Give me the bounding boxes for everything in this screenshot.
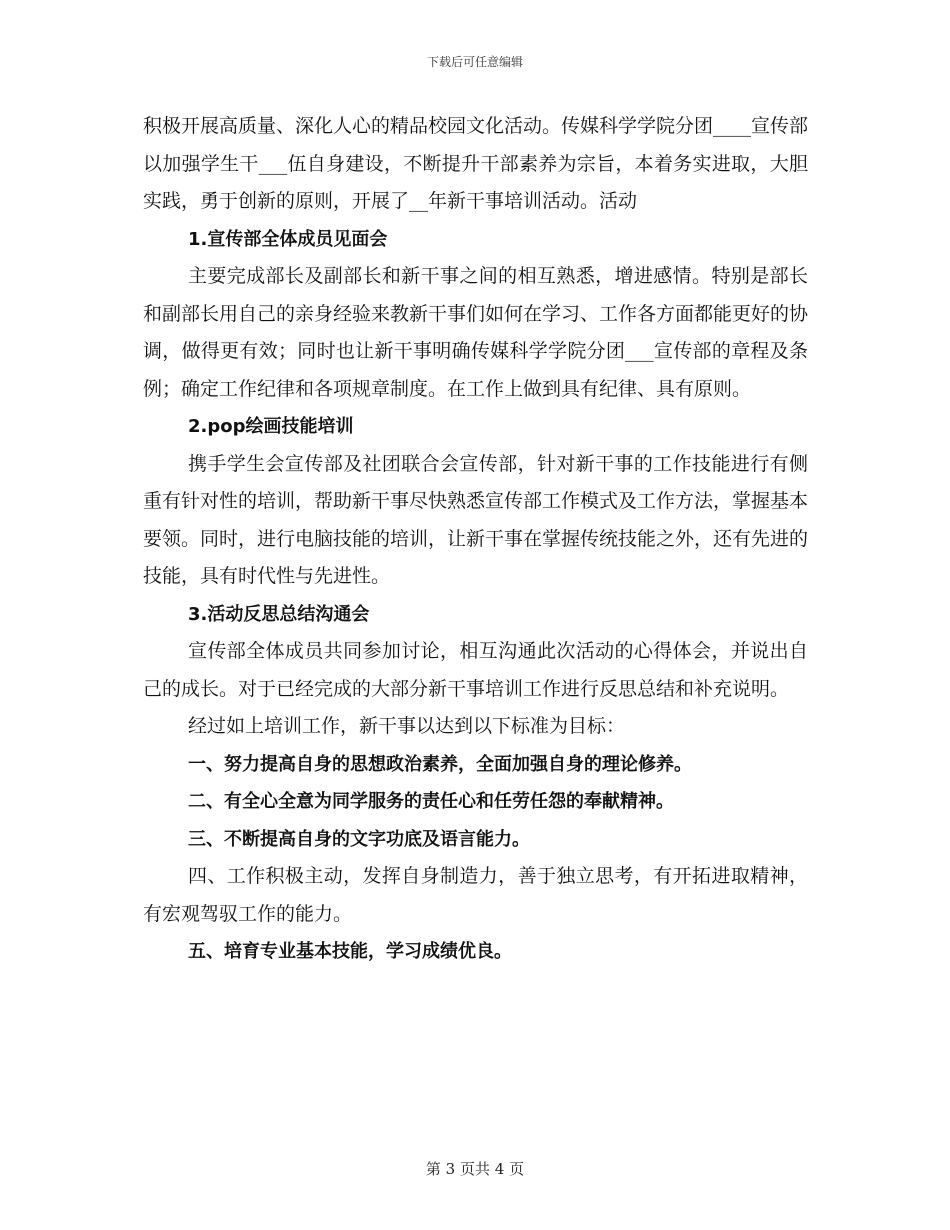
goals-intro: 经过如上培训工作，新干事以达到以下标准为目标： (188, 715, 626, 737)
intro-paragraph: 积极开展高质量、深化人心的精品校园文化活动。传媒科学学院分团____宣传部以加强学生干___伍自身建设，不断提升干部素养为宗旨，本着务实进取，大胆实践，勇于创新的原则，开展了__年新干事培训活动。活动 (143, 115, 809, 212)
page-footer: 第 3 页共 4 页 (425, 1160, 525, 1178)
goal-item-4: 四、工作积极主动，发挥自身制造力，善于独立思考，有开拓进取精神，有宏观驾驭工作的能力。 (143, 865, 808, 925)
section-heading-2: 2.pop绘画技能培训 (188, 416, 354, 437)
page-header: 下载后可任意编辑 (426, 55, 523, 69)
section-heading-1: 1.宣传部全体成员见面会 (188, 228, 388, 250)
goal-item-5: 五、培育专业基本技能，学习成绩优良。 (188, 941, 512, 962)
document-body (143, 108, 808, 971)
section-body-1: 主要完成部长及副部长和新干事之间的相互熟悉，增进感情。特别是部长和副部长用自己的亲身经验来教新干事们如何在学习、工作各方面都能更好的协调，做得更有效；同时也让新干事明确传媒科学学院分团___宣传部的章程及条例；确定工作纪律和各项规章制度。在工作上做到具有纪律、具有原则。 (143, 265, 809, 400)
section-body-2: 携手学生会宣传部及社团联合会宣传部，针对新干事的工作技能进行有侧重有针对性的培训，帮助新干事尽快熟悉宣传部工作模式及工作方法，掌握基本要领。同时，进行电脑技能的培训，让新干事在掌握传统技能之外，还有先进的技能，具有时代性与先进性。 (143, 452, 809, 587)
goal-item-1: 一、努力提高自身的思想政治素养，全面加强自身的理论修养。 (188, 753, 692, 775)
goal-item-2: 二、有全心全意为同学服务的责任心和任劳任怨的奉献精神。 (188, 791, 674, 812)
section-body-3: 宣传部全体成员共同参加讨论，相互沟通此次活动的心得体会，并说出自己的成长。对于已经完成的大部分新干事培训工作进行反思总结和补充说明。 (143, 640, 808, 700)
goal-item-3: 三、不断提高自身的文字功底及语言能力。 (188, 828, 530, 850)
section-heading-3: 3.活动反思总结沟通会 (188, 603, 370, 625)
